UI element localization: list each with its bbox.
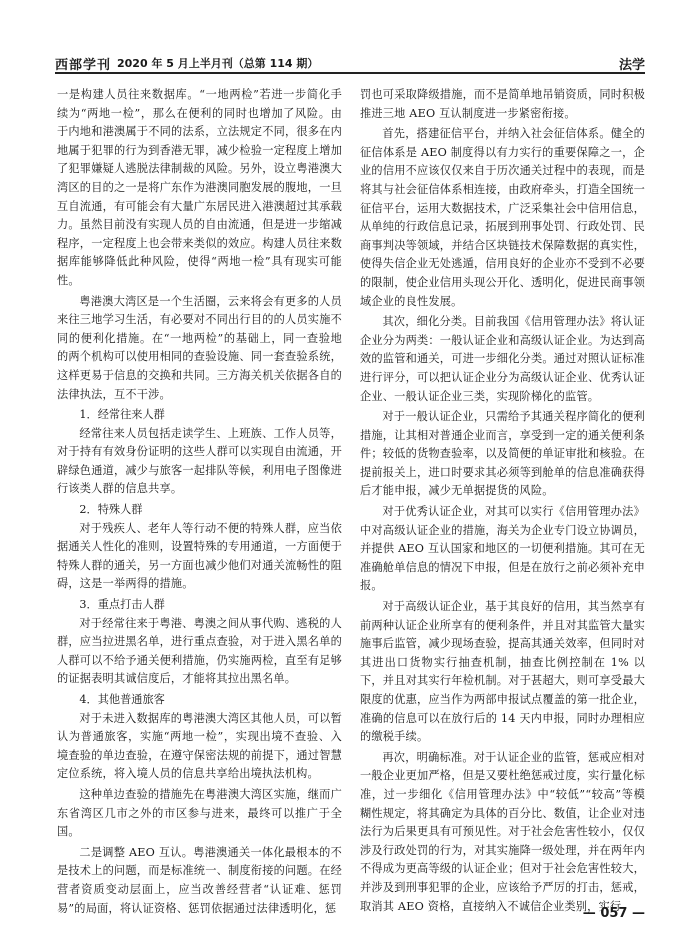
paragraph: 对于一般认证企业，只需给予其通关程序简化的便利措施，让其相对普通企业而言，享受到一定的通关便利条件；较低的货物查验率，以及简便的单证审批和核验。在提前报关上，进口时要求其必须等到舱单的信息准确获得后才能申报，减少无单据提货的风险。 xyxy=(360,410,645,498)
paragraph: 这种单边查验的措施先在粤港澳大湾区实施，继而广东省湾区几市之外的市区参与进来，最终可以推广于全国。 xyxy=(57,787,342,839)
paragraph: 对于未进入数据库的粤港澳大湾区其他人员，可以暂认为普通旅客，实施“两地一检”，实现出境不查验、入境查验的单边查验，在遵守保密法规的前提下，通过智慧定位系统，将入境人员的信息共享给出境执法机构。 xyxy=(57,711,342,781)
right-column xyxy=(360,86,645,913)
page-header xyxy=(55,54,645,78)
paragraph: 对于残疾人、老年人等行动不便的特殊人群，应当依据通关人性化的准则，设置特殊的专用通道，一方面便于特殊人群的通关，另一方面也减少他们对通关流畅性的阻碍，这是一举两得的措施。 xyxy=(57,521,342,591)
paragraph: 对于经常往来于粤港、粤澳之间从事代购、逃税的人群，应当拉进黑名单，进行重点查验，对于进入黑名单的人群可以不给予通关便利措施，仍实施两检，直至有足够的证据表明其诚信度后，才能将其拉出黑名单。 xyxy=(57,616,342,686)
paragraph: 首先，搭建征信平台，并纳入社会征信体系。健全的征信体系是 AEO 制度得以有力实行的重要保障之一，企业的信用不应该仅仅来自于历次通关过程中的表现，而是将其与社会征信体系相连接，由政府牵头，打造全国统一征信平台，运用大数据技术，广泛采集社会中信用信息，从单纯的行政信息记录，拓展到刑事处罚、行政处罚、民商事判决等领域，并结合区块链技术保障数据的真实性，使得失信企业无处逃遁，信用良好的企业亦不受到不必要的限制，使企业信用头现公开化、透明化，促进民商事领域企业的良性发展。 xyxy=(360,127,645,308)
left-column xyxy=(57,86,342,915)
header-rule xyxy=(55,72,645,74)
paragraph: 对于高级认证企业，基于其良好的信用，其当然享有前两种认证企业所享有的便利条件，并且对其监管大量实施事后监管，减少现场查验，提高其通关效率，但同时对其进出口货物实行抽查机制，抽查比例控制在 1% 以下，并且对其实行年检机制。对于甚超大，则可享受最大限度的优惠，应当作为两部申报试点覆盖的第一批企业，准确的信息可以在放行后的 14 天内申报，同时办理相应的缴税手续。 xyxy=(360,600,645,744)
subheading: 1．经常往来人群 xyxy=(79,408,165,422)
paragraph: 二是调整 AEO 互认。粤港澳通关一体化最根本的不是技术上的问题，而是标准统一、制度衔接的问题。在经营者资质变动层面上，应当改善经营者“认证难、惩罚易”的局面，将认证资格、惩罚依据通过法律透明化，惩 xyxy=(57,845,342,915)
paragraph: 对于优秀认证企业，对其可以实行《信用管理办法》中对高级认证企业的措施，海关为企业专门设立协调员，并提供 AEO 互认国家和地区的一切便利措施。其可在无准确舱单信息的情况下申报，但是在放行之前必须补充申报。 xyxy=(360,505,645,593)
paragraph: 其次，细化分类。目前我国《信用管理办法》将认证企业分为两类：一般认证企业和高级认证企业。为达到高效的监管和通关，可进一步细化分类。通过对照认证标准进行评分，可以把认证企业分为高级认证企业、优秀认证企业、一般认证企业三类，实现阶梯化的监管。 xyxy=(360,315,645,403)
paragraph: 罚也可采取降级措施，而不是简单地吊销资质，同时积极推进三地 AEO 互认制度进一步紧密衔接。 xyxy=(360,88,645,120)
subheading: 2．特殊人群 xyxy=(79,503,143,517)
page-number: — 057 — xyxy=(582,906,645,921)
paragraph: 经常往来人员包括走读学生、上班族、工作人员等，对于持有有效身份证明的这些人群可以实现自由流通，开辟绿色通道，减少与旅客一起排队等候，利用电子图像进行该类人群的信息共享。 xyxy=(57,426,342,496)
paragraph: 再次，明确标准。对于认证企业的监管，惩戒应相对一般企业更加严格，但是又要杜绝惩戒过度，实行量化标准，过一步细化《信用管理办法》中“较低”“较高”等模糊性规定，将其确定为具体的百分比、数值，让企业对违法行为后果更具有可预见性。对于社会危害性较小，仅仅涉及行政处罚的行为，对其实施降一级处理，并在两年内不得成为更高等级的认证企业；但对于社会危害性较大，并涉及到刑事犯罪的企业，应该给予严厉的打击，惩戒，取消其 AEO 资格，直接纳入不诚信企业类别，实行 xyxy=(360,750,645,913)
subheading: 4．其他普通旅客 xyxy=(79,693,165,706)
journal-logo: 西部学刊 xyxy=(55,58,112,73)
section-label: 法学 xyxy=(618,58,645,73)
issue-info: 2020 年 5 月上半月刊（总第 114 期） xyxy=(117,57,319,70)
subheading: 3．重点打击人群 xyxy=(79,598,165,612)
paragraph: 粤港澳大湾区是一个生活圈，云来将会有更多的人员来往三地学习生活，有必要对不同出行目的的人员实施不同的便利化措施。在“一地两检”的基础上，同一查验地的两个机构可以使用相同的查验设施、同一套查验系统，这样更易于信息的交换和共同。三方海关机关依据各自的法律执法，互不干涉。 xyxy=(57,294,342,401)
paragraph: 一是构建人员往来数据库。“一地两检”若进一步简化手续为“两地一检”，那么在便利的同时也增加了风险。由于内地和港澳属于不同的法系，立法规定不同，很多在内地属于犯罪的行为到香港无罪，减少检验一定程度上增加了犯罪嫌疑人逃脱法律制裁的风险。另外，设立粤港澳大湾区的目的之一是将广东作为港澳同胞发展的腹地，一旦互自流通，有可能会有大量广东居民进入港澳超过其承载力。虽然目前没有实现人员的自由流通，但是进一步缩减程序，一定程度上也会带来类似的效应。构建人员往来数据库能够降低此种风险，使得“两地一检”具有现实可能性。 xyxy=(57,88,342,287)
